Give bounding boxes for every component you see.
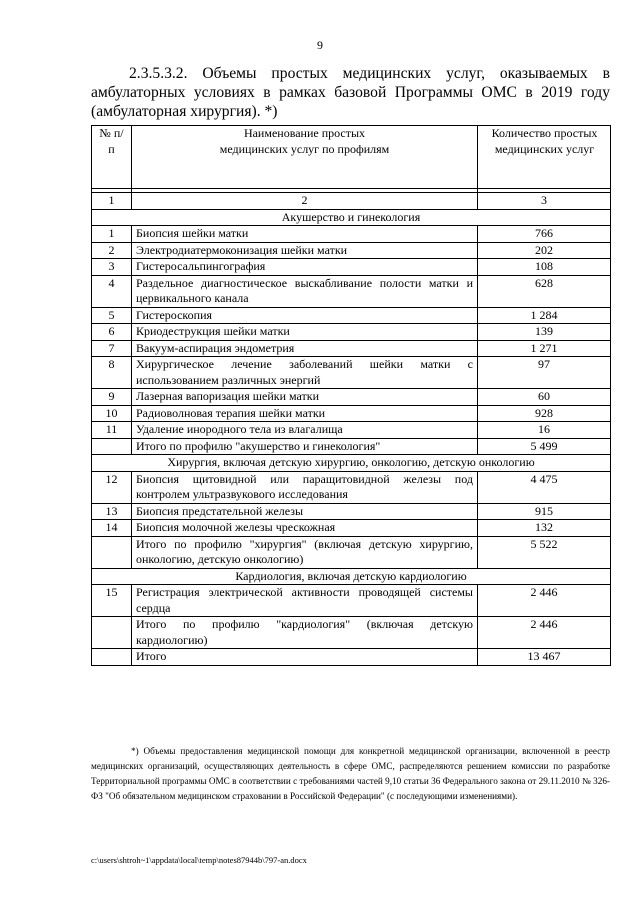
section-total-value: 5 499 [478,438,611,455]
section-total-value: 2 446 [478,617,611,649]
column-number-row [92,193,611,210]
service-name: Гистеросальпингография [132,259,478,276]
row-number: 4 [92,275,132,307]
table-row [92,259,611,276]
service-count: 628 [478,275,611,307]
service-count: 139 [478,324,611,341]
row-number: 10 [92,405,132,422]
row-number: 7 [92,340,132,357]
section-heading [91,64,610,121]
service-name: Биопсия молочной железы чрескожная [132,520,478,537]
section-total-label: Итого по профилю "хирургия" (включая детскую хирургию, онкологию, детскую онкологию) [132,536,478,568]
section-total-value: 5 522 [478,536,611,568]
row-number: 9 [92,389,132,406]
service-name: Лазерная вапоризация шейки матки [132,389,478,406]
service-name: Радиоволновая терапия шейки матки [132,405,478,422]
header-name-label: Наименование простых медицинских услуг по профилям [219,126,390,156]
section-total-label: Итого по профилю "кардиология" (включая детскую кардиологию) [132,617,478,649]
table-row [92,405,611,422]
service-count: 915 [478,503,611,520]
section-total-row [92,536,611,568]
service-name: Биопсия шейки матки [132,226,478,243]
service-name: Криодеструкция шейки матки [132,324,478,341]
service-name: Электродиатермоконизация шейки матки [132,242,478,259]
section-title-row [92,209,611,226]
service-count: 132 [478,520,611,537]
services-table [91,125,611,666]
table-row [92,520,611,537]
service-count: 2 446 [478,585,611,617]
service-name: Биопсия предстательной железы [132,503,478,520]
table-row [92,471,611,503]
service-name: Вакуум-аспирация эндометрия [132,340,478,357]
section-total-row [92,438,611,455]
column-number: 2 [132,193,478,210]
row-number-empty [92,438,132,455]
section-title: Акушерство и гинекология [92,209,611,226]
table-header-row [92,126,611,189]
section-title: Кардиология, включая детскую кардиологию [92,568,611,585]
service-name: Биопсия щитовидной или паращитовидной железы под контролем ультразвукового исследования [132,471,478,503]
section-title-row [92,455,611,472]
table-row [92,585,611,617]
table-row [92,226,611,243]
grand-total-row [92,649,611,666]
column-number: 1 [92,193,132,210]
service-count: 1 284 [478,307,611,324]
service-count: 108 [478,259,611,276]
table-row [92,340,611,357]
table-row [92,422,611,439]
service-count: 16 [478,422,611,439]
header-name [132,126,478,189]
table-body [92,189,611,666]
row-number: 13 [92,503,132,520]
service-count: 766 [478,226,611,243]
row-number: 8 [92,357,132,389]
table-row [92,307,611,324]
header-count [478,126,611,189]
service-name: Удаление инородного тела из влагалища [132,422,478,439]
service-count: 60 [478,389,611,406]
section-title-row [92,568,611,585]
row-number: 15 [92,585,132,617]
file-path: c:\users\shtroh~1\appdata\local\temp\notes87944b\797-an.docx [91,855,307,865]
header-num-label: № п/п [99,126,124,156]
service-count: 97 [478,357,611,389]
service-name: Регистрация электрической активности проводящей системы сердца [132,585,478,617]
service-count: 928 [478,405,611,422]
page-number: 9 [317,38,323,52]
table-row [92,389,611,406]
service-name: Хирургическое лечение заболеваний шейки матки с использованием различных энергий [132,357,478,389]
service-count: 202 [478,242,611,259]
row-number: 12 [92,471,132,503]
service-count: 4 475 [478,471,611,503]
header-num [92,126,132,189]
row-number-empty [92,617,132,649]
table-row [92,503,611,520]
row-number: 1 [92,226,132,243]
section-title: Хирургия, включая детскую хирургию, онкологию, детскую онкологию [92,455,611,472]
footnote-text: *) Объемы предоставления медицинской помощи для конкретной медицинской организации, включенной в реестр медицинских организаций, осуществляющих деятельность в сфере ОМС, распределяются решением комиссии по разработке Территориальной программы ОМС в соответствии с требованиями частей 9,10 статьи 36 Федерального закона от 29.11.2010 № 326-ФЗ "Об обязательном медицинском страховании в Российской Федерации" (с последующими изменениями). [91,746,610,801]
header-count-label: Количество простых медицинских услуг [491,126,598,156]
row-number: 5 [92,307,132,324]
footnote [91,744,610,804]
row-number: 11 [92,422,132,439]
table-row [92,242,611,259]
section-total-row [92,617,611,649]
row-number: 14 [92,520,132,537]
grand-total-value: 13 467 [478,649,611,666]
column-number: 3 [478,193,611,210]
section-heading-text: 2.3.5.3.2. Объемы простых медицинских услуг, оказываемых в амбулаторных условиях в рамках базовой Программы ОМС в 2019 году (амбулаторная хирургия). *) [91,65,610,120]
grand-total-label: Итого [132,649,478,666]
section-total-label: Итого по профилю "акушерство и гинекология" [132,438,478,455]
row-number-empty [92,536,132,568]
service-count: 1 271 [478,340,611,357]
table-row [92,357,611,389]
row-number: 3 [92,259,132,276]
row-number: 6 [92,324,132,341]
table-row [92,275,611,307]
service-name: Раздельное диагностическое выскабливание полости матки и цервикального канала [132,275,478,307]
table-row [92,324,611,341]
service-name: Гистероскопия [132,307,478,324]
row-number: 2 [92,242,132,259]
row-number-empty [92,649,132,666]
